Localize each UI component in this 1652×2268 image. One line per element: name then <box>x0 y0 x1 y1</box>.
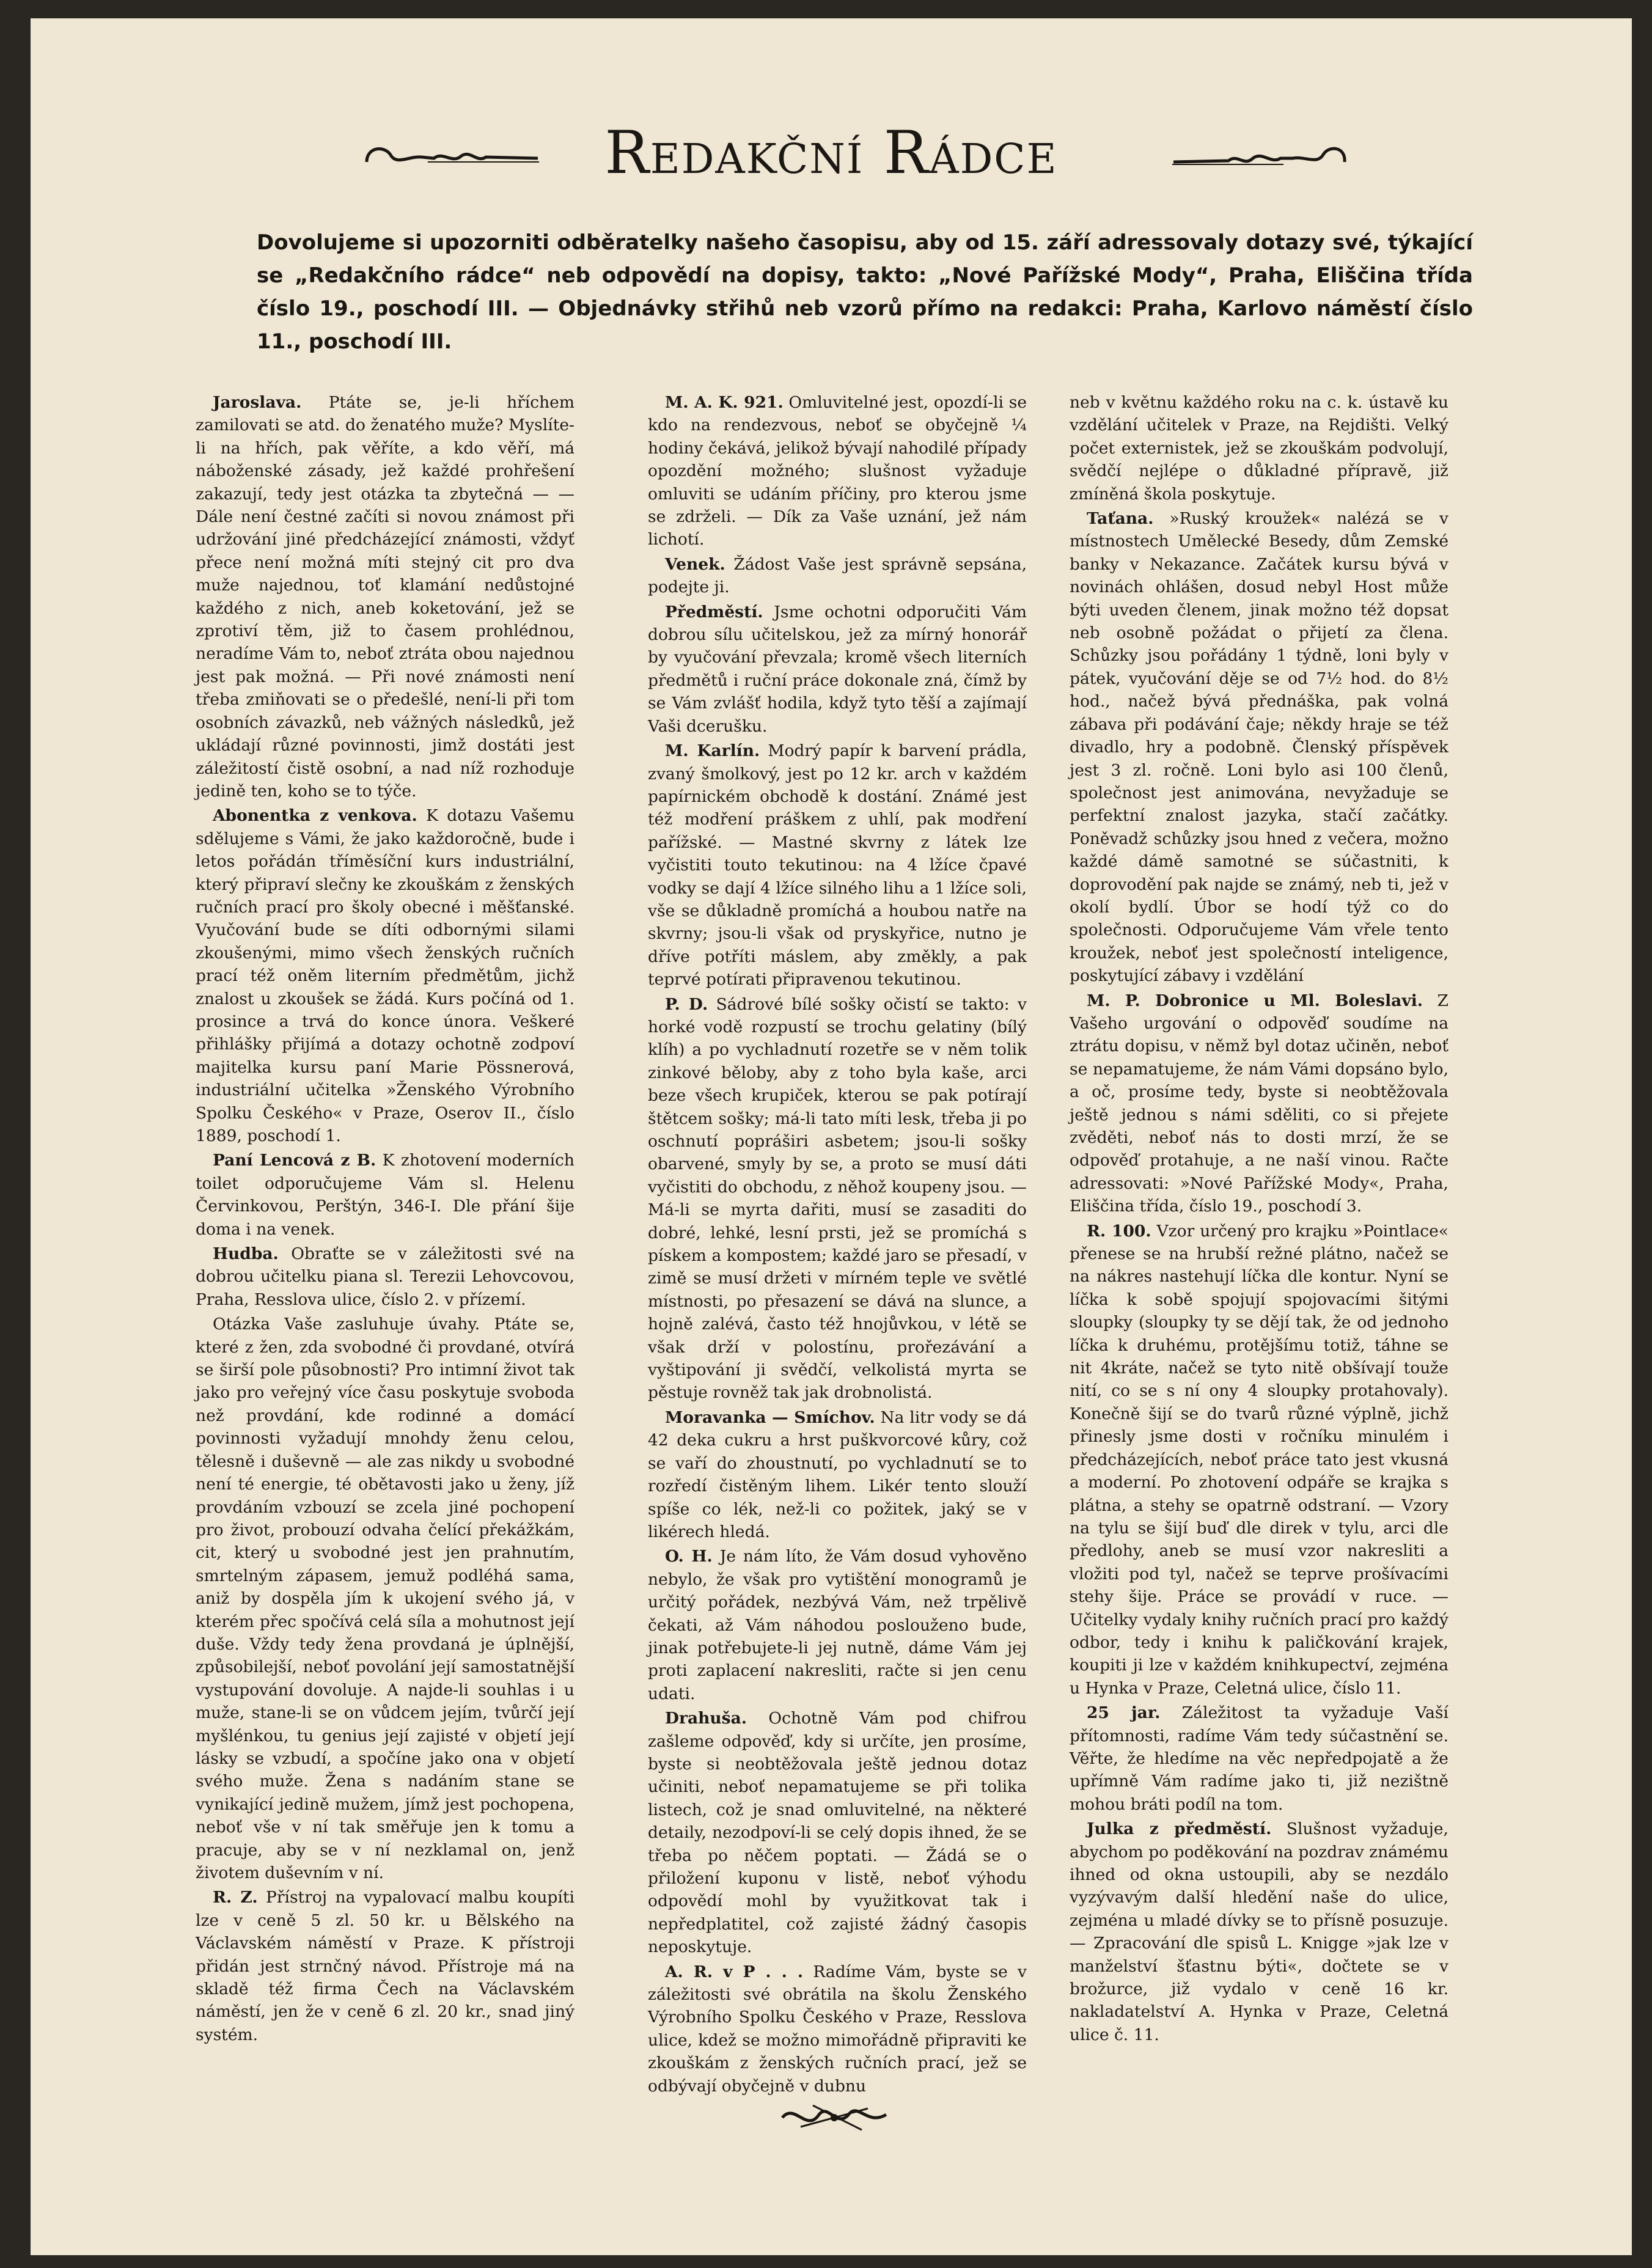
answer-text: Otázka Vaše zasluhuje úvahy. Ptáte se, které z žen, zda svobodné či provdané, otvírá se širší pole působnosti? Pro intimní život tak jako pro veřejný více času poskytuje svoboda než provdání, kde rodinné a domácí povinnosti vyžadují mnohdy ženu celou, tělesně i duševně — ale zas nikdy u svobodné není té energie, té obětavosti jako u ženy, jíž provdáním vzbouzí se zcela jiné pochopení pro život, probouzí odvaha čelící překážkám, cit, který u svobodné jest jen prahnutím, smrtelným zápasem, jemuž podléhá sama, aniž by dospěla jím k ukojení svého já, v kterém přec spočívá celá síla a mohutnost její duše. Vždy tedy žena provdaná je úplnější, způsobilejší, neboť povolání její samostatnější vystupování dovoluje. A najde-li souhlas i u muže, stane-li se on vůdcem jejím, tvůrčí její myšlénkou, tu genius její zajisté v objetí její lásky se vzbudí, a spočíne jako ona v objetí svého muže. Žena s nadáním stane se vynikající jedině mužem, jímž jest pochopena, neboť vše v ní tak směřuje jen k tomu a pracuje, aby se v ní nezklamal on, jenž životem duševním v ní. <box>196 1315 575 1882</box>
answer-text: Z Vašeho urgování o odpověď soudíme na ztrátu dopisu, v němž byl dotaz učiněn, neboť se nepamatujeme, že nám Vámi dopsáno bylo, a oč, prosíme tedy, byste si neobtěžovala ještě jednou s námi sděliti, co si přejete zvěděti, neboť nás to dosti mrzí, že se odpověď protahuje, a ne naší vinou. Račte adressovati: »Nové Pařížské Mody«, Praha, Eliščina třída, číslo 19., poschodí 3. <box>1070 991 1448 1216</box>
answer-text: Žádost Vaše jest správně sepsána, podejte ji. <box>648 554 1027 597</box>
addressee: A. R. v P . . . <box>665 1962 804 1981</box>
addressee: R. 100. <box>1087 1221 1151 1241</box>
addressee: Venek. <box>665 554 725 574</box>
answer-paragraph <box>196 1242 575 1311</box>
answer-paragraph <box>196 391 575 802</box>
addressee: Moravanka — Smíchov. <box>665 1407 875 1427</box>
answer-paragraph <box>648 1406 1027 1543</box>
addressee: M. Karlín. <box>665 741 760 761</box>
addressee: Jaroslava. <box>213 393 302 412</box>
answer-paragraph <box>1070 1818 1448 2046</box>
answer-paragraph <box>1070 391 1448 505</box>
answer-text: Obraťte se v záležitosti své na dobrou učitelku piana sl. Terezii Lehovcovou, Praha, Resslova ulice, číslo 2. v přízemí. <box>196 1244 575 1309</box>
answer-text: Sádrové bílé sošky očistí se takto: v horké vodě rozpustí se trochu gelatiny (bílý klíh) a po vychladnutí rozetře se v něm tolik zinkové běloby, aby z toho byla kaše, arci beze všech krupiček, kterou se pak potírají štětcem sošky; má-li tato míti lesk, třeba ji po oschnutí popráširi asbetem; jsou-li sošky obarvené, smyly by se, a proto se musí dáti vyčistiti do obchodu, z něhož koupeny jsou. — Má-li se myrta dařiti, musí se zasaditi do dobré, lehké, lesní prsti, jež se promíchá s pískem a kompostem; každé jaro se přesadí, v zimě se musí držeti v mírném teple ve světlé místnosti, po přesazení se dává na slunce, a hojně zalévá, často též hnojůvkou, v létě se však drží v polostínu, prořezávání a vyštipování ji svědčí, velkolistá myrta se pěstuje rovněž tak jak drobnolistá. <box>648 994 1027 1403</box>
addressee: M. P. Dobronice u Ml. Boleslavi. <box>1087 991 1423 1010</box>
answer-text: Ochotně Vám pod chifrou zašleme odpověď, kdy si určíte, jen prosíme, byste si neobtěžovala ještě jednou dotaz učiniti, neboť nepamatujeme se při tolika listech, což je snad omluvitelné, na některé detaily, nezodpoví-li se celý dopis ihned, že se třeba po něčem poptati. — Žádá se o přiložení kuponu v listě, neboť výhodu odpovědí mohl by využitkovat tak i nepředplatitel, což zajisté žádný časopis neposkytuje. <box>648 1709 1027 1957</box>
addressee: 25 jar. <box>1087 1703 1161 1723</box>
answer-paragraph <box>1070 1220 1448 1700</box>
editorial-notice: Dovolujeme si upozorniti odběratelky našeho časopisu, aby od 15. září adressovaly dotazy své, týkající se „Redakčního rádce“ neb odpovědí na dopisy, takto: „Nové Pařížské Mody“, Praha, Eliščina třída číslo 19., poschodí III. — Objednávky střihů neb vzorů přímo na redakci: Praha, Karlovo náměstí číslo 11., poschodí III. <box>257 230 1473 354</box>
answer-paragraph <box>196 1149 575 1241</box>
addressee: Drahuša. <box>665 1709 747 1728</box>
answer-text: Slušnost vyžaduje, abychom po poděkování na pozdrav známému ihned od okna ustoupili, aby se nezdálo vyzývavým další hledění naše do ulice, zejména u mladé dívky se to přísně posuzuje. — Zpracování dle spisů L. Knigge »jak lze v manželství šťastnu býti«, dočtete se v brožurce, již vydalo v ceně 16 kr. nakladatelství A. Hynka v Praze, Celetná ulice č. 11. <box>1070 1819 1448 2044</box>
answer-paragraph <box>1070 989 1448 1218</box>
addressee: Předměstí. <box>665 602 763 622</box>
answer-paragraph <box>648 391 1027 551</box>
addressee: Julka z předměstí. <box>1087 1819 1272 1839</box>
answer-paragraph <box>648 739 1027 991</box>
answer-paragraph <box>196 1313 575 1884</box>
magazine-page <box>31 18 1632 2255</box>
column-1 <box>196 391 575 2048</box>
answer-paragraph <box>648 1707 1027 1958</box>
addressee: O. H. <box>665 1547 713 1566</box>
addressee: P. D. <box>665 994 708 1014</box>
answer-paragraph <box>648 553 1027 599</box>
answer-paragraph <box>196 1886 575 2046</box>
addressee: R. Z. <box>213 1888 258 1907</box>
answer-text: K dotazu Vašemu sdělujeme s Vámi, že jako každoročně, bude i letos pořádán tříměsíční kurs industriální, který připraví slečny ke zkouškám z ženských ručních prací pro školy obecné i měšťanské. Vyučování bude se díti odbornými silami zkoušenými, mimo všech ženských ručních prací též oněm literním předmětům, jichž znalost u zkoušek se žádá. Kurs počíná od 1. prosince a trvá do konce února. Veškeré přihlášky přijímá a dotazy ochotně zodpoví majitelka kursu paní Marie Pössnerová, industriální učitelka »Ženského Výrobního Spolku Českého« v Praze, Oserov II., číslo 1889, poschodí 1. <box>196 806 575 1145</box>
answer-text: Ptáte se, je-li hříchem zamilovati se atd. do ženatého muže? Myslíte-li na hřích, pak věříte, a kdo věří, má náboženské zásady, jež každé prohřešení zakazují, tedy jest otázka ta zbytečná — — Dále není čestné začíti si novou známost při udržování jiné předcházející známosti, vždyť přece není možná míti stejný cit pro dva muže najednou, toť klamání nedůstojné každého z nich, aneb koketování, jež se zprotiví těm, již to časem prohlédnou, neradíme Vám to, neboť ztráta obou najednou jest pak možná. — Při nové známosti není třeba zmiňovati se o předešlé, není-li při tom osobních závazků, neb vážných následků, jež ukládají různé povinnosti, jimž dostáti jest záležitostí čistě osobní, a nad níž rozhoduje jedině ten, koho se to týče. <box>196 393 575 801</box>
answer-text: Radíme Vám, byste se v záležitosti své obrátila na školu Ženského Výrobního Spolku Českého v Praze, Resslova ulice, kdež se možno mimořádně připraviti ke zkouškám z ženských ručních prací, jež se odbývají obyčejně v dubnu <box>648 1962 1027 2096</box>
answer-text: Na litr vody se dá 42 deka cukru a hrst puškvorcové kůry, což se vaří do zhoustnutí, po vychladnutí se to rozředí čistěným lihem. Likér tento slouží spíše co lék, než-li co požitek, jaký se v likérech hledá. <box>648 1407 1027 1541</box>
answer-text: Záležitost ta vyžaduje Vaší přítomnosti, radíme Vám tedy súčastnění se. Věřte, že hledíme na věc nepředpojatě a že upřímně Vám radíme jako ti, již nezištně mohou bráti podíl na tom. <box>1070 1703 1449 1814</box>
answer-text: Modrý papír k barvení prádla, zvaný šmolkový, jest po 12 kr. arch v každém papírnickém obchodě k dostání. Známé jest též modření práškem z uhlí, pak modření pařížské. — Mastné skvrny z látek lze vyčistiti touto tekutinou: na 4 lžíce čpavé vodky se dají 4 lžíce silného lihu a 1 lžíce soli, vše se důkladně promíchá a houbou natře na skvrny; jsou-li však od pryskyřice, nutno je dříve potříti máslem, aby změkly, a pak teprvé potírati připravenou tekutinou. <box>648 741 1027 989</box>
answer-text: Je nám líto, že Vám dosud vyhověno nebylo, že však pro vytištění monogramů je určitý pořádek, nezbývá Vám, než trpělivě čekati, až Vám náhodou poslouženo bude, jinak potřebujete-li jej nutně, dáme Vám jej proti zaplacení nakresliti, račte si jen cenu udati. <box>648 1547 1027 1703</box>
answer-text: »Ruský kroužek« nalézá se v místnostech Umělecké Besedy, dům Zemské banky v Nekazance. Začátek kursu bývá v novinách ohlášen, dosud nebyl Host může býti uveden členem, jinak možno též dopsat neb osobně požádat o přijetí za člena. Schůzky jsou pořádány 1 týdně, loni byly v pátek, vyučování děje se od 7½ hod. do 8½ hod., načež bývá přednáška, pak volná zábava při podávání čaje; někdy hraje se též divadlo, hry a podobně. Členský příspěvek jest 3 zl. ročně. Loni bylo asi 100 členů, společnost jest animována, nevyžaduje se perfektní znalost jazyka, stačí začátky. Poněvadž schůzky jsou hned z večera, možno každé dámě samotné se súčastniti, k doprovodění pak najde se známý, neb ti, jež v okolí bydlí. Úbor se hodí týž co do společnosti. Odporučujeme Vám vřele tento kroužek, neboť jest společností inteligence, poskytující zábavy i vzdělání <box>1070 509 1448 986</box>
answer-text: K zhotovení moderních toilet odporučujeme Vám sl. Helenu Červinkovou, Perštýn, 346-I. Dle přání šije doma i na venek. <box>196 1151 575 1239</box>
answer-text: Omluvitelné jest, opozdí-li se kdo na rendezvous, neboť se obyčejně ¼ hodiny čekává, jelikož bývají nahodilé případy opozdění možného; slušnost vyžaduje omluviti se udáním příčiny, pro kterou jsme se zdrželi. — Dík za Vaše uznání, jež nám lichotí. <box>648 393 1027 549</box>
addressee: Taťana. <box>1087 509 1154 529</box>
answer-paragraph <box>648 601 1027 738</box>
column-2 <box>648 391 1027 2099</box>
answer-text: Přístroj na vypalovací malbu koupíti lze v ceně 5 zl. 50 kr. u Bělského na Václavském náměstí v Praze. K přístroji přidán jest strnčný návod. Přístroje má na skladě též firma Čech na Václavském náměstí, jen že v ceně 6 zl. 20 kr., snad jiný systém. <box>196 1888 575 2044</box>
header <box>31 113 1632 199</box>
column-3 <box>1070 391 1448 2048</box>
answer-paragraph <box>1070 507 1448 988</box>
answer-paragraph <box>196 804 575 1147</box>
addressee: Paní Lencová z B. <box>213 1151 376 1170</box>
answer-paragraph <box>648 1961 1027 2097</box>
answer-paragraph <box>648 1545 1027 1705</box>
end-flourish-icon <box>776 2096 892 2139</box>
addressee: M. A. K. 921. <box>665 393 784 412</box>
right-flourish-icon <box>1167 138 1351 174</box>
answer-paragraph <box>648 993 1027 1404</box>
addressee: Abonentka z venkova. <box>213 806 417 826</box>
page-title: Redakční Rádce <box>604 119 1058 187</box>
addressee: Hudba. <box>213 1244 279 1264</box>
answer-text: neb v květnu každého roku na c. k. ústavě ku vzdělání učitelek v Praze, na Rejdišti. Velký počet externistek, jež se zkouškám podvolují, svědčí nejlépe o důkladné přípravě, již zmíněná škola poskytuje. <box>1070 393 1448 504</box>
answer-paragraph <box>1070 1701 1448 1816</box>
answer-text: Jsme ochotni odporučiti Vám dobrou sílu učitelskou, jež za mírný honorář by vyučování převzala; kromě všech literních předmětů i ruční práce dokonale zná, čímž by se Vám zvlášť hodila, když tyto těší a zajímají Vaši dcerušku. <box>648 602 1027 736</box>
answer-text: Vzor určený pro krajku »Pointlace« přenese se na hrubší režné plátno, načež se na nákres nastehují líčka dle kontur. Nyní se líčka k sobě spojují spojovacími šitými sloupky (sloupky ty se dějí tak, že od jednoho líčka k druhému, protějšímu totiž, táhne se nit 4kráte, načež se tyto nitě obšívají touže nití, co se s ní ony 4 sloupky protahovaly). Konečně šijí se do tvarů různé výplně, jichž přinesly jsme dosti v ročníku minulém i předcházejících, neboť práce tato jest vkusná a moderní. Po zhotovení odpáře se krajka s plátna, a stehy se opatrně odstraní. — Vzory na tylu se šijí buď dle direk v tylu, arci dle předlohy, aneb se musí vzor nakresliti a vložiti pod tyl, načež se teprve prošívacími stehy šije. Práce se provádí v ruce. — Učitelky vydaly knihy ručních prací pro každý odbor, tedy i knihu k paličkování krajek, koupiti ji lze v každém knihkupectví, zejména u Hynka v Praze, Celetná ulice, číslo 11. <box>1070 1221 1448 1698</box>
